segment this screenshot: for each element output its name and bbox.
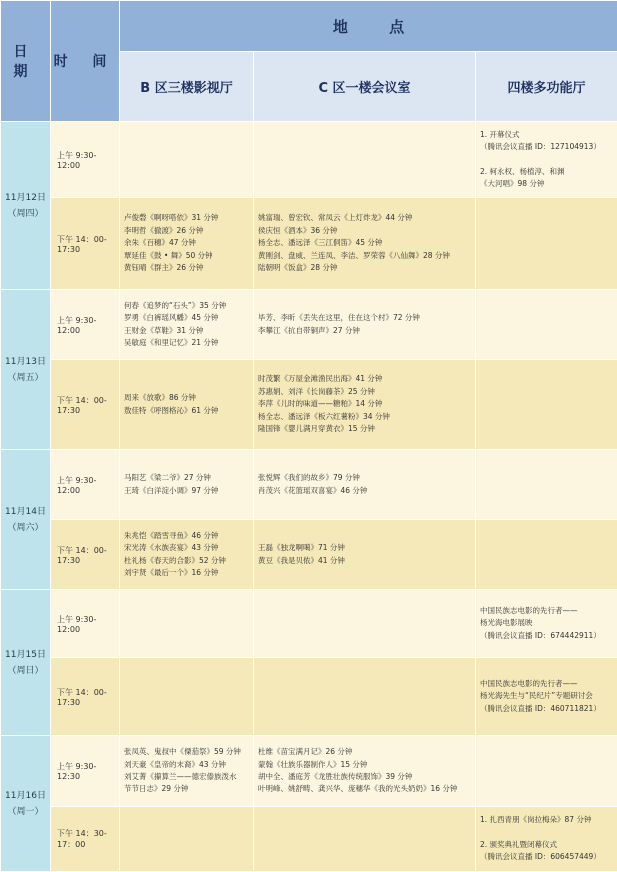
- day-date: 11月12日: [5, 192, 46, 203]
- session-time: 上午 9:30-12:00: [51, 122, 120, 198]
- program-line: 周来《放歌》86 分钟: [124, 393, 196, 403]
- program-line: 王琦《白洋淀小调》97 分钟: [124, 485, 219, 495]
- schedule-row: [1, 198, 617, 290]
- venue-c-cell: [254, 450, 476, 520]
- program-line: 胡中全、潘庭芳《龙胜壮族传统服饰》39 分钟: [258, 772, 413, 781]
- venue-c-cell: [254, 198, 476, 290]
- program-line: 覃延佳《鼓 • 舞》50 分钟: [124, 250, 213, 260]
- day-weekday: （周四）: [7, 208, 44, 219]
- day-date: 11月16日: [5, 790, 46, 801]
- session-time: 下午 14：00-17:30: [51, 198, 120, 290]
- program-line: 李萍《儿时的味道——糖粕》14 分钟: [258, 399, 383, 409]
- program-line: 杜礼杨《春天的合影》52 分钟: [124, 555, 226, 565]
- venue-d-cell: [476, 520, 617, 590]
- program-line: 隆国锋《婴儿满月穿黄衣》15 分钟: [258, 424, 375, 434]
- venue-d-cell: [476, 290, 617, 360]
- program-line: 朱兆恺《踏雪寻鱼》46 分钟: [124, 530, 219, 540]
- session-time: 上午 9:30-12:30: [51, 736, 120, 807]
- program-line: 陆朝明《饭盒》28 分钟: [258, 263, 338, 273]
- day-cell: [1, 590, 51, 736]
- program-line: 罗勇《白裤瑶风幡》45 分钟: [124, 313, 219, 323]
- program-line: 马阳艺《梁二爷》27 分钟: [124, 473, 211, 483]
- venue-b-cell: [120, 360, 254, 450]
- day-date: 11月14日: [5, 506, 46, 517]
- program-line: 李攀江《抗自带铜声》27 分钟: [258, 325, 360, 335]
- day-weekday: （周五）: [7, 372, 44, 383]
- day-weekday: （周六）: [7, 522, 44, 533]
- location-header: 地 点: [120, 1, 617, 52]
- program-line: 黄钰晴《群主》26 分钟: [124, 263, 204, 273]
- date-column-header: 日 期: [1, 1, 51, 122]
- day-weekday: （周日）: [7, 665, 44, 676]
- program-line: 中国民族志电影的先行者——: [480, 605, 578, 615]
- schedule-row: [1, 122, 617, 198]
- spacer: [480, 154, 613, 166]
- venue-c-cell: [254, 590, 476, 658]
- program-line: （腾讯会议直播 ID：460711821）: [480, 703, 601, 713]
- venue-c-cell: [254, 807, 476, 872]
- venue-d-cell: [476, 807, 617, 872]
- program-line: 卢俊磬《啊呀嗒依》31 分钟: [124, 213, 219, 223]
- venue-d-cell: [476, 198, 617, 290]
- program-line: 中国民族志电影的先行者——: [480, 678, 578, 688]
- program-line: 刘宇贤《最后一个》16 分钟: [124, 567, 219, 577]
- session-time: 下午 14：00-17:30: [51, 520, 120, 590]
- program-line: 《大河唱》98 分钟: [480, 178, 545, 188]
- spacer: [480, 827, 613, 839]
- venue-c-cell: [254, 658, 476, 736]
- program-line: 叶明峰、姚舒畴、龚兴华、庞穗华《我的光头奶奶》16 分钟: [258, 784, 458, 794]
- program-line: 张悦辉《我们的故乡》79 分钟: [258, 473, 360, 483]
- program-line: 黄豆《我是贝侬》41 分钟: [258, 555, 345, 565]
- venue-header-b: B 区三楼影视厅: [120, 52, 254, 122]
- program-line: 毕芳、李昕《丢失在这里，住在这个村》72 分钟: [258, 313, 420, 323]
- session-time: 上午 9:30-12:00: [51, 290, 120, 360]
- day-date: 11月13日: [5, 356, 46, 367]
- venue-d-cell: [476, 450, 617, 520]
- venue-b-cell: [120, 290, 254, 360]
- day-date: 11月15日: [5, 649, 46, 660]
- program-line: 1. 扎西青朋《岗拉梅朵》87 分钟: [480, 815, 592, 825]
- venue-b-cell: [120, 450, 254, 520]
- program-line: 刘艾菁《攥算兰——德宏傣族泼水: [124, 772, 237, 781]
- venue-header-d: 四楼多功能厅: [476, 52, 617, 122]
- venue-c-cell: [254, 736, 476, 807]
- program-line: 余朱《百穗》47 分钟: [124, 238, 196, 248]
- day-cell: [1, 736, 51, 872]
- session-time: 下午 14：30-17：00: [51, 807, 120, 872]
- program-line: 时茂繁《万屋金滩渔民出海》41 分钟: [258, 374, 383, 384]
- program-line: 敖佳特《呼图格沁》61 分钟: [124, 405, 219, 415]
- venue-b-cell: [120, 122, 254, 198]
- venue-b-cell: [120, 807, 254, 872]
- program-line: 黄刚剑、盘威、兰连凤、李洁、罗荣蓉《八仙舞》28 分钟: [258, 250, 450, 260]
- session-time: 下午 14：00-17:30: [51, 360, 120, 450]
- program-line: （腾讯会议直播 ID：127104913）: [480, 142, 601, 152]
- program-line: 侯庆恒《酒本》36 分钟: [258, 225, 338, 235]
- day-weekday: （周一）: [7, 806, 44, 817]
- venue-b-cell: [120, 198, 254, 290]
- venue-d-cell: [476, 736, 617, 807]
- session-time: 上午 9:30-12:00: [51, 590, 120, 658]
- program-line: 杨全志、潘远泽《板六红薯粉》34 分钟: [258, 411, 390, 421]
- venue-d-cell: [476, 122, 617, 198]
- venue-b-cell: [120, 590, 254, 658]
- program-line: 何春《追梦的“石头”》35 分钟: [124, 300, 227, 310]
- venue-d-cell: [476, 590, 617, 658]
- venue-b-cell: [120, 520, 254, 590]
- program-line: （腾讯会议直播 ID：606457449）: [480, 852, 601, 862]
- schedule-row: [1, 450, 617, 520]
- program-line: 宋光涛《水族丧宴》43 分钟: [124, 543, 219, 553]
- session-time: 下午 14：00-17:30: [51, 658, 120, 736]
- venue-c-cell: [254, 290, 476, 360]
- schedule-row: [1, 290, 617, 360]
- program-line: 2. 柯永权、杨植淳、和渊: [480, 166, 565, 176]
- program-line: 节节日志》29 分钟: [124, 784, 189, 794]
- program-line: 李明哲《撤渡》26 分钟: [124, 225, 204, 235]
- program-line: 杨光海先生与“民纪片”专题研讨会: [480, 691, 593, 701]
- schedule-row: [1, 807, 617, 872]
- program-line: 张凤英、鬼叔中《傈茄祭》59 分钟: [124, 747, 241, 757]
- day-cell: [1, 290, 51, 450]
- program-line: 杨光海电影展映: [480, 618, 533, 628]
- program-line: 王财金《草鞋》31 分钟: [124, 325, 204, 335]
- schedule-row: [1, 590, 617, 658]
- schedule-row: [1, 360, 617, 450]
- venue-d-cell: [476, 360, 617, 450]
- program-line: 杨全志、潘远泽《三江侗笛》45 分钟: [258, 238, 383, 248]
- program-line: 2. 颁奖典礼暨闭幕仪式: [480, 839, 558, 849]
- program-line: 姚富瑞、曾宏钦、常凤云《上灯炸龙》44 分钟: [258, 213, 413, 223]
- day-cell: [1, 450, 51, 590]
- schedule-row: [1, 736, 617, 807]
- program-line: 王磊《独龙啊噶》71 分钟: [258, 543, 345, 553]
- program-line: 蒙翰《壮族乐器制作人》15 分钟: [258, 759, 368, 769]
- venue-c-cell: [254, 122, 476, 198]
- program-line: 1. 开幕仪式: [480, 129, 520, 139]
- venue-header-c: C 区一楼会议室: [254, 52, 476, 122]
- program-line: 吴敏庭《和里记忆》21 分钟: [124, 337, 219, 347]
- venue-d-cell: [476, 658, 617, 736]
- venue-c-cell: [254, 360, 476, 450]
- day-cell: [1, 122, 51, 290]
- program-line: 苏惠娟、刘洋《长岗藤茶》25 分钟: [258, 386, 375, 396]
- program-line: 杜维《苗宝满月记》26 分钟: [258, 747, 353, 757]
- program-line: 肖茂兴《花篮瑶双喜宴》46 分钟: [258, 485, 368, 495]
- session-time: 上午 9:30-12:00: [51, 450, 120, 520]
- venue-b-cell: [120, 736, 254, 807]
- schedule-row: [1, 658, 617, 736]
- time-column-header: 时 间: [51, 1, 120, 122]
- venue-c-cell: [254, 520, 476, 590]
- venue-b-cell: [120, 658, 254, 736]
- program-line: 刘天豪《皇帝的末裔》43 分钟: [124, 759, 226, 769]
- schedule-row: [1, 520, 617, 590]
- program-line: （腾讯会议直播 ID：674442911）: [480, 630, 601, 640]
